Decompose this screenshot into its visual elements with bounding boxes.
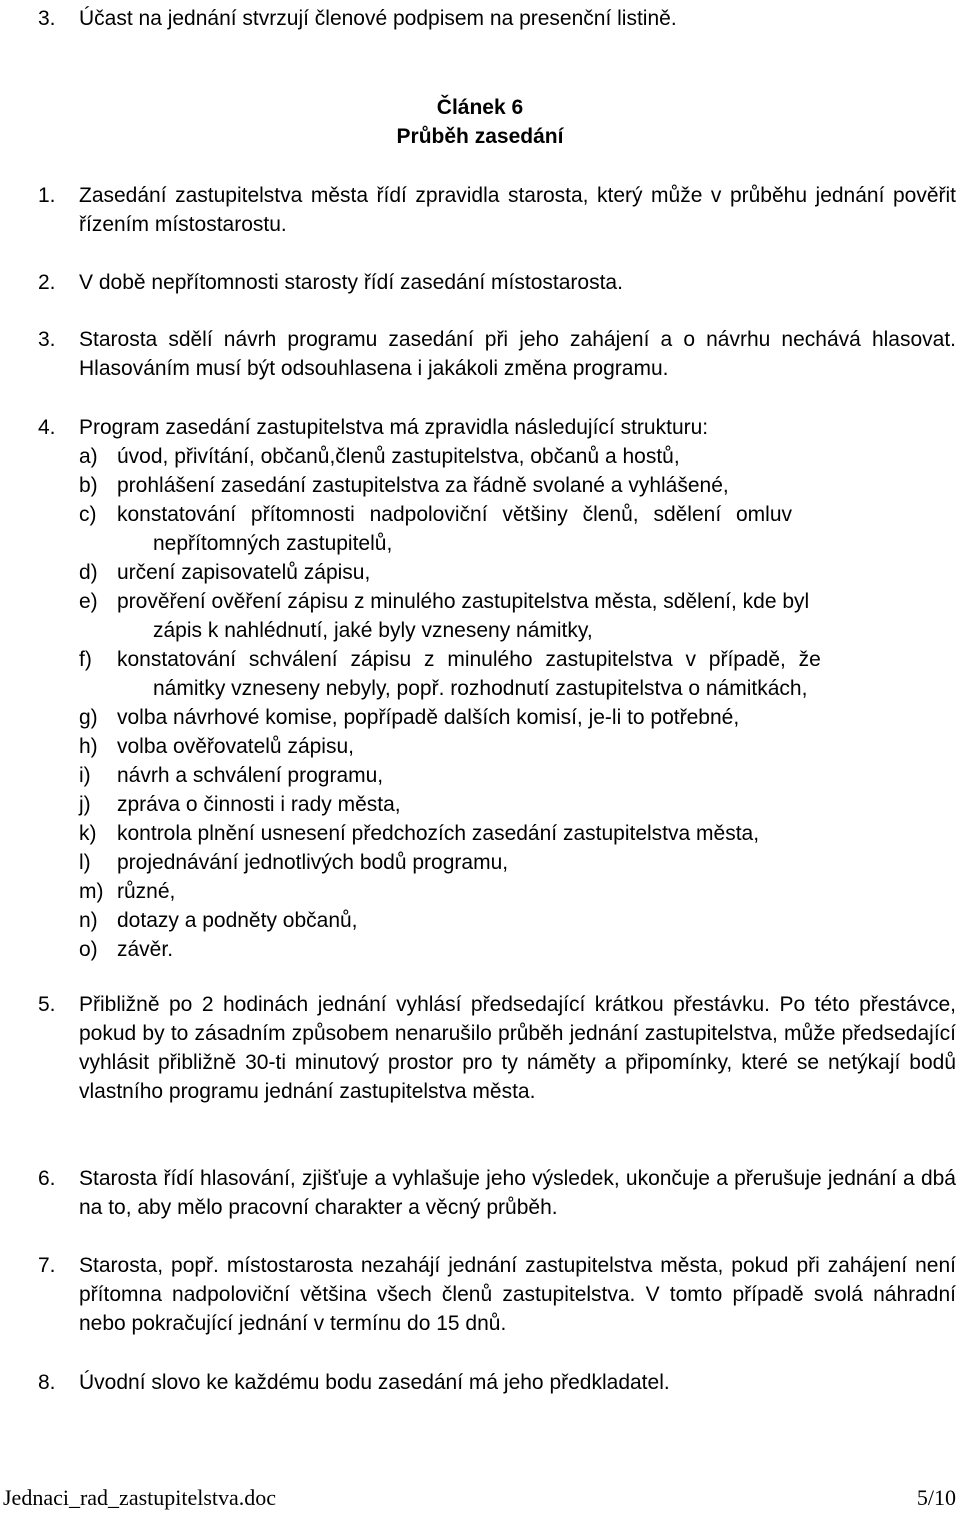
list-item: l) projednávání jednotlivých bodů programu,	[79, 851, 509, 874]
paragraph-4	[38, 413, 956, 964]
item-number: 1.	[38, 184, 56, 207]
item-text: V době nepřítomnosti starosty řídí zasedání místostarosta.	[79, 271, 623, 294]
paragraph-5	[38, 990, 956, 1106]
item-text: Úvodní slovo ke každému bodu zasedání má jeho předkladatel.	[79, 1371, 670, 1394]
item-number: 5.	[38, 993, 56, 1016]
paragraph-7	[38, 1251, 956, 1338]
item-number: 8.	[38, 1371, 56, 1394]
footer-filename: Jednaci_rad_zastupitelstva.doc	[3, 1485, 277, 1510]
item-number: 6.	[38, 1167, 56, 1190]
item-number: 7.	[38, 1254, 56, 1277]
footer-page-number: 5/10	[916, 1485, 956, 1510]
top-item	[38, 4, 956, 33]
list-item: o) závěr.	[79, 938, 174, 961]
item-text: Starosta řídí hlasování, zjišťuje a vyhlašuje jeho výsledek, ukončuje a přerušuje jednání a dbá na to, aby mělo pracovní charakter a věcný průběh.	[79, 1167, 956, 1219]
item-text: Přibližně po 2 hodinách jednání vyhlásí předsedající krátkou přestávku. Po této přestávce, pokud by to zásadním způsobem nenarušilo průběh jednání zastupitelstva, může předsedající vyhlásit přibližně 30-ti minutový prostor pro ty náměty a připomínky, které se netýkají bodů vlastního programu jednání zastupitelstva města.	[79, 993, 956, 1103]
list-item: j) zpráva o činnosti i rady města,	[79, 793, 401, 816]
article-title: Průběh zasedání	[396, 125, 564, 148]
list-item: e) prověření ověření zápisu z minulého zastupitelstva města, sdělení, kde byl zápis k nahlédnutí, jaké byly vzneseny námitky,	[79, 590, 810, 642]
article-number: Článek 6	[436, 96, 524, 119]
item-text: Starosta sdělí návrh programu zasedání při jeho zahájení a o návrhu nechává hlasovat. Hlasováním musí být odsouhlasena i jakákoli změna programu.	[79, 328, 956, 380]
item-number: 3.	[38, 328, 56, 351]
paragraph-8	[38, 1368, 956, 1397]
paragraph-1	[38, 181, 956, 239]
list-item: i) návrh a schválení programu,	[79, 764, 384, 787]
list-item: h) volba ověřovatelů zápisu,	[79, 735, 354, 758]
paragraph-6	[38, 1164, 956, 1222]
item-text: Starosta, popř. místostarosta nezahájí jednání zastupitelstva města, pokud při zahájení není přítomna nadpoloviční většina všech členů zastupitelstva. V tomto případě svolá náhradní nebo pokračující jednání v termínu do 15 dnů.	[79, 1254, 956, 1335]
list-item: b) prohlášení zasedání zastupitelstva za řádně svolané a vyhlášené,	[79, 474, 729, 497]
item-number: 3.	[38, 7, 56, 30]
paragraph-3	[38, 325, 956, 383]
list-item: d) určení zapisovatelů zápisu,	[79, 561, 371, 584]
item-number: 2.	[38, 271, 56, 294]
list-item: n) dotazy a podněty občanů,	[79, 909, 358, 932]
list-item: k) kontrola plnění usnesení předchozích zasedání zastupitelstva města,	[79, 822, 760, 845]
item-text: Program zasedání zastupitelstva má zpravidla následující strukturu:	[79, 416, 709, 439]
list-item: a) úvod, přivítání, občanů,členů zastupitelstva, občanů a hostů,	[79, 445, 680, 468]
item-text: Zasedání zastupitelstva města řídí zpravidla starosta, který může v průběhu jednání pověřit řízením místostarostu.	[79, 184, 956, 236]
list-item: c) konstatování přítomnosti nadpoloviční většiny členů, sdělení omluv nepřítomných zastupitelů,	[79, 503, 793, 555]
structure-list	[79, 442, 956, 964]
list-item: m) různé,	[79, 880, 176, 903]
item-text: Účast na jednání stvrzují členové podpisem na presenční listině.	[79, 7, 677, 30]
paragraph-2	[38, 268, 956, 297]
item-number: 4.	[38, 416, 56, 439]
list-item: g) volba návrhové komise, popřípadě dalších komisí, je-li to potřebné,	[79, 706, 740, 729]
list-item: f) konstatování schválení zápisu z minulého zastupitelstva v případě, že námitky vzneseny nebyly, popř. rozhodnutí zastupitelstva o námitkách,	[79, 648, 821, 700]
